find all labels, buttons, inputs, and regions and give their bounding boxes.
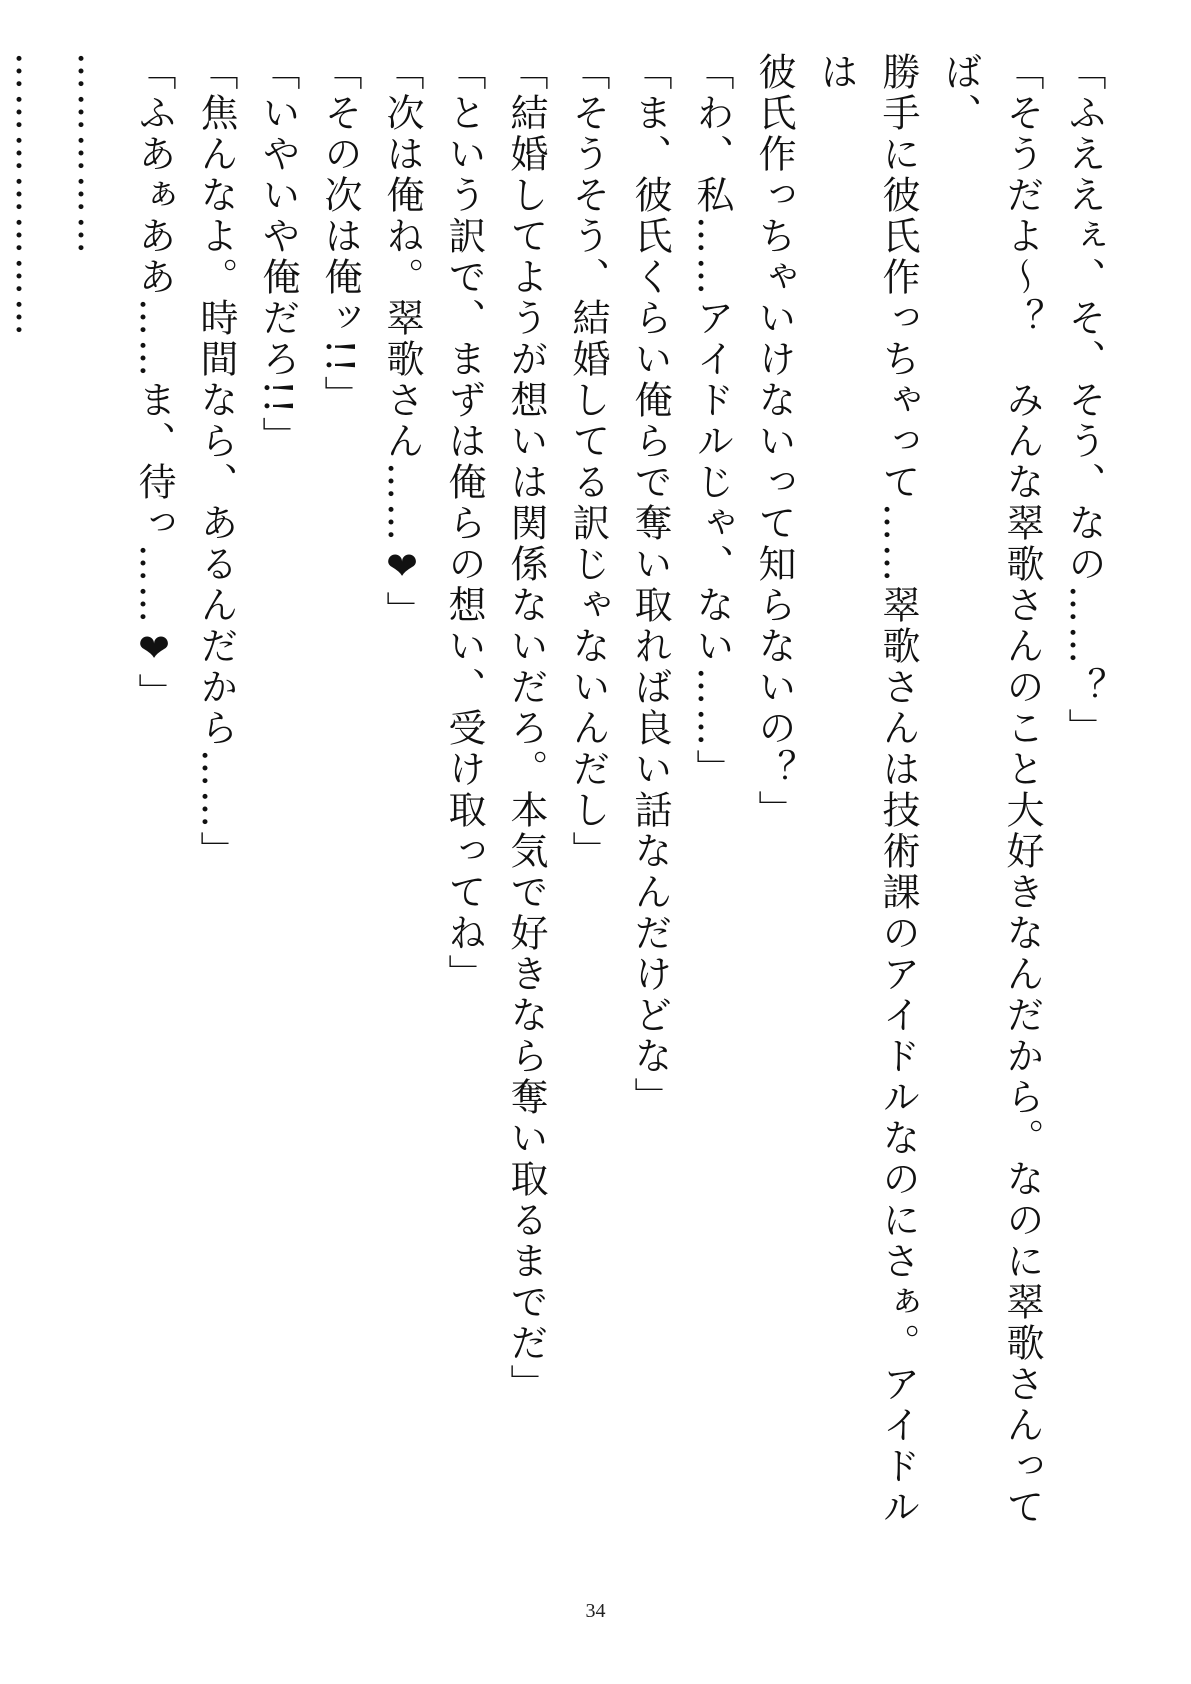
text-line: 「次は俺ね。翠歌さん……❤」 (380, 52, 424, 632)
page-number: 34 (585, 1600, 606, 1622)
text-line: 「そうだよ〜？ みんな翠歌さんのこと大好きなんだから。なのに翠歌さんってば、 (938, 52, 1044, 1528)
text-line: 「いやいや俺だろ!!」 (256, 52, 300, 458)
ellipsis-line: …………… (70, 52, 114, 257)
text-line: 「ま、彼氏くらい俺らで奪い取れば良い話なんだけどな」 (628, 52, 672, 1118)
vertical-text-body (8, 52, 1115, 1532)
text-line: 「ふええぇ、そ、そう、なの……？」 (1062, 52, 1106, 749)
text-line: 勝手に彼氏作っちゃって……翠歌さんは技術課のアイドルなのにさぁ。アイドルは (814, 52, 920, 1528)
text-line: 「ふあぁああ……ま、待っ……❤」 (132, 52, 176, 714)
text-line: 彼氏作っちゃいけないって知らないの？」 (752, 52, 796, 831)
text-line: 「その次は俺ッ!!」 (318, 52, 362, 417)
text-line: 「結婚してようが想いは関係ないだろ。本気で好きなら奪い取るまでだ」 (504, 52, 548, 1405)
text-line: 「わ、私……アイドルじゃ、ない……」 (690, 52, 734, 790)
text-line: 「という訳で、まずは俺らの想い、受け取ってね」 (442, 52, 486, 995)
ellipsis-line: ………………… (8, 52, 52, 339)
text-line: 「焦んなよ。時間なら、あるんだから……」 (194, 52, 238, 872)
text-line: 「そうそう、結婚してる訳じゃないんだし」 (566, 52, 610, 872)
